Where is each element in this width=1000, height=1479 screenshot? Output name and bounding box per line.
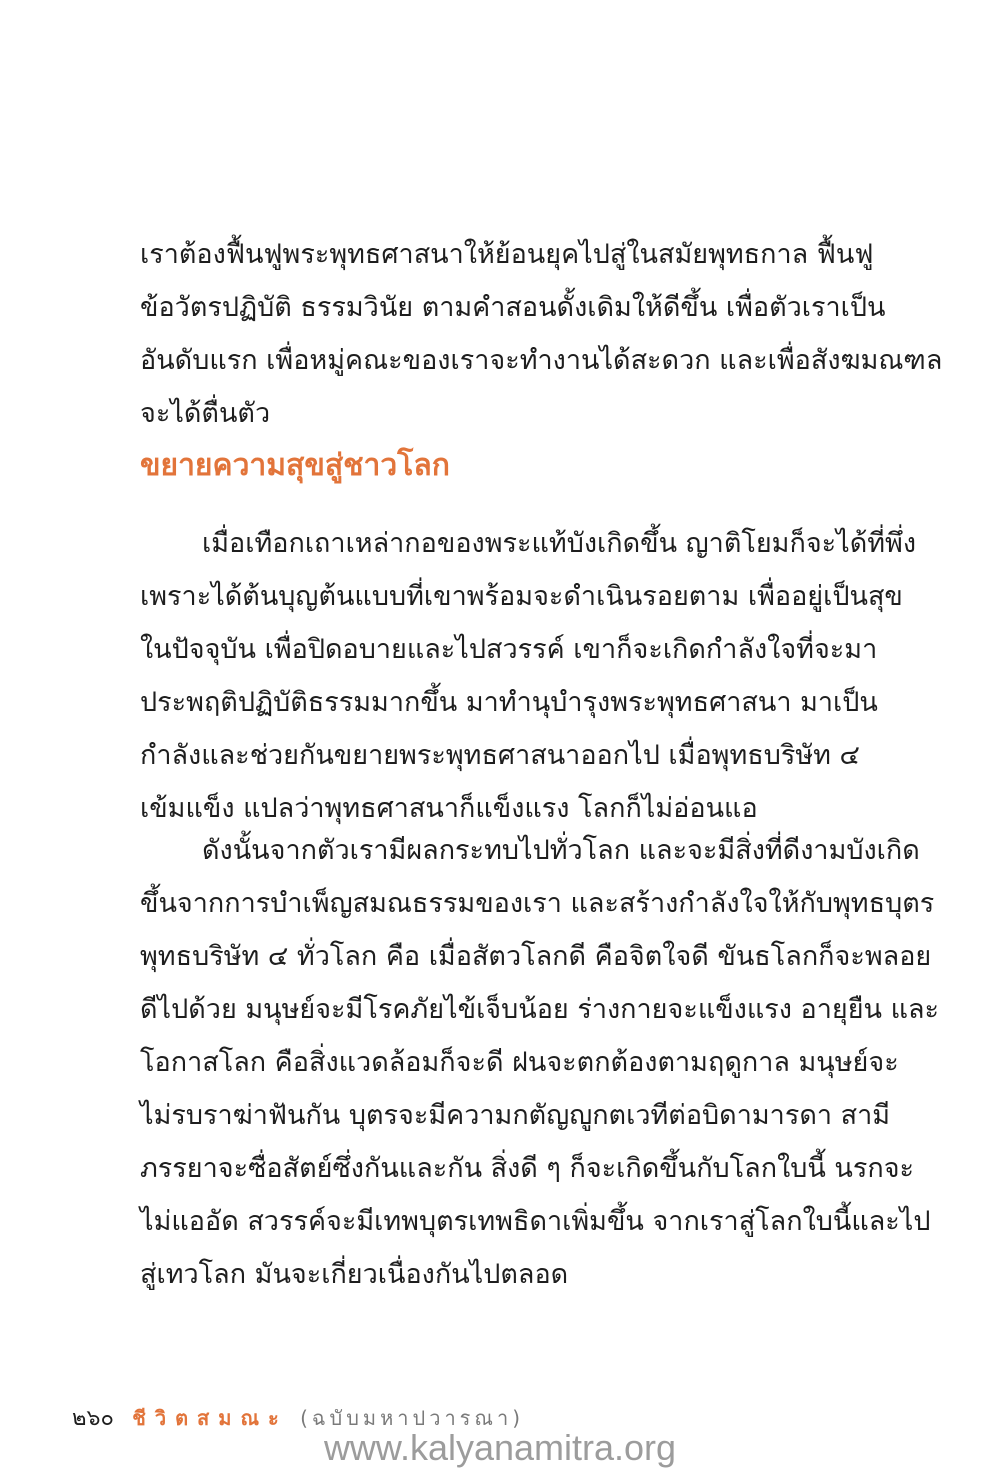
page-number: ๒๖๐: [72, 1406, 114, 1431]
paragraph-line: อันดับแรก เพื่อหมู่คณะของเราจะทำงานได้สะดวก และเพื่อสังฆมณฑล: [140, 345, 943, 376]
paragraph-line: ดีไปด้วย มนุษย์จะมีโรคภัยไข้เจ็บน้อย ร่างกายจะแข็งแรง อายุยืน และ: [140, 994, 940, 1025]
edition-label: (ฉบับมหาปวารณา): [300, 1406, 525, 1430]
paragraph-line: เราต้องฟื้นฟูพระพุทธศาสนาให้ย้อนยุคไปสู่ในสมัยพุทธกาล ฟื้นฟู: [140, 239, 874, 270]
paragraph-line: ขึ้นจากการบำเพ็ญสมณธรรมของเรา และสร้างกำลังใจให้กับพุทธบุตร: [140, 888, 935, 919]
paragraph-2: [140, 517, 917, 835]
paragraph-line: เมื่อเทือกเถาเหล่ากอของพระแท้บังเกิดขึ้น ญาติโยมก็จะได้ที่พึ่ง: [202, 528, 917, 559]
section-heading: ขยายความสุขสู่ชาวโลก: [140, 448, 450, 483]
paragraph-line: พุทธบริษัท ๔ ทั่วโลก คือ เมื่อสัตวโลกดี คือจิตใจดี ขันธโลกก็จะพลอย: [140, 941, 932, 972]
book-title: ชีวิตสมณะ: [132, 1406, 288, 1430]
paragraph-3: [140, 824, 940, 1301]
paragraph-line: ดังนั้นจากตัวเรามีผลกระทบไปทั่วโลก และจะมีสิ่งที่ดีงามบังเกิด: [202, 835, 920, 866]
paragraph-1: [140, 228, 943, 440]
paragraph-line: ไม่รบราฆ่าฟันกัน บุตรจะมีความกตัญญูกตเวทีต่อบิดามารดา สามี: [140, 1100, 891, 1131]
paragraph-line: ภรรยาจะซื่อสัตย์ซึ่งกันและกัน สิ่งดี ๆ ก็จะเกิดขึ้นกับโลกใบนี้ นรกจะ: [140, 1153, 915, 1184]
paragraph-line: จะได้ตื่นตัว: [140, 398, 271, 429]
watermark-url: www.kalyanamitra.org: [323, 1427, 677, 1468]
paragraph-line: กำลังและช่วยกันขยายพระพุทธศาสนาออกไป เมื่อพุทธบริษัท ๔: [140, 740, 860, 771]
paragraph-line: ในปัจจุบัน เพื่อปิดอบายและไปสวรรค์ เขาก็จะเกิดกำลังใจที่จะมา: [140, 634, 878, 665]
paragraph-line: โอกาสโลก คือสิ่งแวดล้อมก็จะดี ฝนจะตกต้องตามฤดูกาล มนุษย์จะ: [140, 1047, 899, 1078]
paragraph-line: สู่เทวโลก มันจะเกี่ยวเนื่องกันไปตลอด: [140, 1259, 569, 1290]
paragraph-line: เพราะได้ต้นบุญต้นแบบที่เขาพร้อมจะดำเนินรอยตาม เพื่ออยู่เป็นสุข: [140, 581, 903, 612]
paragraph-line: ข้อวัตรปฏิบัติ ธรรมวินัย ตามคำสอนดั้งเดิมให้ดีขึ้น เพื่อตัวเราเป็น: [140, 292, 886, 323]
paragraph-line: เข้มแข็ง แปลว่าพุทธศาสนาก็แข็งแรง โลกก็ไม่อ่อนแอ: [140, 793, 758, 824]
paragraph-line: ประพฤติปฏิบัติธรรมมากขึ้น มาทำนุบำรุงพระพุทธศาสนา มาเป็น: [140, 687, 878, 718]
paragraph-line: ไม่แออัด สวรรค์จะมีเทพบุตรเทพธิดาเพิ่มขึ้น จากเราสู่โลกใบนี้และไป: [140, 1206, 931, 1237]
